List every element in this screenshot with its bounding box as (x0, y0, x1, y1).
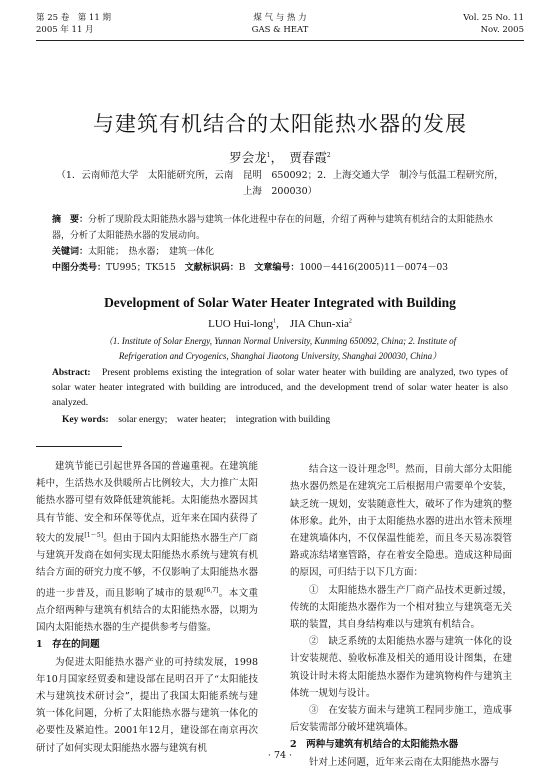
paper-title: 与建筑有机结合的太阳能热水器的发展 (93, 112, 467, 136)
affiliation-line-1: （1．云南师范大学 太阳能研究所，云南 昆明 650092；2．上海交通大学 制冷与低温工程研究所， (56, 170, 504, 181)
running-header (36, 10, 524, 40)
english-author-2: JIA Chun-xia (289, 318, 349, 330)
english-author-2-sup: 2 (348, 318, 352, 325)
english-aff-line-2: Refrigeration and Cryogenics, Shanghai Jiaotong University, Shanghai 200030, China） (118, 351, 442, 361)
english-abstract-label: Abstract: (52, 368, 91, 378)
abstract-cn (52, 212, 508, 276)
body-paragraph: 针对上述问题，近年来云南在太阳能热水器与 (309, 756, 500, 768)
body-paragraph: 为促进太阳能热水器产业的可持续发展，1998年10月国家经贸委和建设部在昆明召开了“太阳能技术与建筑技术研讨会”，提出了我国太阳能系统与建筑一体化问题，分析了太阳能热水器与建筑一体化的必要性及紧迫性。2001年12月，建设部在南京再次研讨了如何实现太阳能热水器与建筑有机 (36, 656, 258, 754)
affiliation (52, 168, 508, 200)
text-run: 。本文重点介绍两种与建筑有机结合的太阳能热水器，以期为国内太阳能热水器的生产提供参考与借鉴。 (36, 587, 258, 634)
english-title: Development of Solar Water Heater Integrated with Building (104, 295, 456, 310)
doc-text: B (238, 263, 246, 273)
keywords-cn (52, 244, 508, 260)
text-run: 结合这一设计理念 (309, 464, 387, 476)
author-1-sup: 1 (266, 151, 271, 159)
cls-text: TU995；TK515 (106, 263, 176, 273)
cls-label: 中图分类号： (52, 263, 107, 273)
authors (0, 148, 560, 166)
english-keywords (62, 411, 508, 425)
header-journal-cn: 煤 气 与 热 力 (253, 13, 307, 23)
body-paragraph (36, 458, 258, 636)
num-label: 文章编号： (254, 263, 300, 273)
english-abstract-body: Present problems existing the integration of solar water heater with building are analyzed, two types of solar water heater integrated with building are introduced, and the development trend of solar water heater is also analyzed. (52, 368, 508, 408)
header-volume-en: Vol. 25 No. 11 (463, 13, 524, 23)
header-date-en: Nov. 2005 (480, 25, 524, 35)
header-center (36, 12, 524, 36)
abstract-body: 分析了现阶段太阳能热水器与建筑一体化进程中存在的问题，介绍了两种与建筑有机结合的太阳能热水器，分析了太阳能热水器的发展动向。 (52, 215, 494, 241)
header-volume: 第 25 卷 第 11 期 (36, 13, 111, 23)
section-heading-2: 2 两种与建筑有机结合的太阳能热水器 (290, 739, 459, 751)
english-authors: LUO Hui-long$^1$, JIA Chun-xia$^2$ (208, 318, 352, 330)
body-column-left (36, 458, 258, 757)
header-date: 2005 年 11 月 (36, 25, 94, 35)
list-item: ③ 在安装方面未与建筑工程同步施工，造成事后安装需部分破坏建筑墙体。 (290, 705, 512, 734)
num-text: 1000－4416(2005)11－0074－03 (299, 263, 448, 273)
english-author-1-sup: 1 (273, 318, 277, 325)
citation: [8] (386, 463, 396, 470)
english-abstract (52, 366, 508, 411)
keywords-text: 太阳能； 热水器； 建筑一体化 (88, 247, 215, 257)
doc-label: 文献标识码： (184, 263, 239, 273)
author-2-sup: 2 (326, 151, 331, 159)
body-paragraph (290, 458, 512, 582)
author-2: 贾春霞 (289, 150, 327, 165)
header-right (463, 12, 524, 36)
classification (52, 260, 508, 276)
citation: [6,7] (204, 586, 219, 594)
text-run: 。但由于国内太阳能热水器生产厂商与建筑开发商在如何实现太阳能热水系统与建筑有机结合方面的研究力度不够，不仅影响了太阳能热水器的进一步普及，而且影响了城市的景观 (36, 532, 258, 599)
header-rule (36, 40, 524, 41)
citation: [1～5] (84, 531, 104, 539)
body-column-right (290, 458, 512, 771)
author-1: 罗会龙 (229, 150, 267, 165)
english-author-1: LUO Hui-long (208, 318, 274, 330)
english-keywords-text: solar energy; water heater; integration with building (118, 415, 331, 425)
header-journal-en: GAS & HEAT (251, 25, 309, 35)
footnote-divider (36, 446, 122, 447)
english-affiliation (60, 334, 500, 364)
keywords-label: 关键词： (52, 247, 89, 257)
author-sep: ， (270, 150, 290, 165)
section-heading-1: 1 存在的问题 (36, 639, 100, 651)
english-aff-line-1: （1. Institute of Solar Energy, Yunnan Normal University, Kunming 650092, China; 2. Institute of (103, 336, 457, 346)
list-item: ② 缺乏系统的太阳能热水器与建筑一体化的设计安装规范、验收标准及相关的通用设计图集，在建筑设计时未将太阳能热水器作为建筑物构件与建筑主体统一规划与设计。 (290, 636, 512, 699)
english-keywords-label: Key words: (62, 415, 109, 425)
abstract-label: 摘 要： (52, 215, 89, 225)
text-run: 建筑节能已引起世界各国的普遍重视。在建筑能耗中，生活热水及供暖所占比例较大，大力推广太阳能热水器可望有效降低建筑能耗。太阳能热水器因其具有节能、安全和环保等优点，近年来在国内获得了较大的发展 (36, 461, 258, 544)
affiliation-line-2: 上海 200030） (242, 186, 318, 197)
abstract-cn-text (52, 212, 508, 244)
page-number: · 74 · (267, 750, 293, 761)
text-run: 。然而，目前大部分太阳能热水器仍然是在建筑完工后根据用户需要单个安装，缺乏统一规划，安装随意性大，破坏了作为建筑的整体形象。此外，由于太阳能热水器的进出水管未预埋在建筑墙体内，不仅保温性能差，而且冬天易冻裂管路或冻结堵塞管路，存在着安全隐患。造成这种局面的原因，可归结于以下几方面： (290, 464, 512, 579)
list-item: ① 太阳能热水器生产厂商产品技术更新过缓，传统的太阳能热水器作为一个相对独立与建筑毫无关联的装置，其自身结构难以与建筑有机结合。 (290, 584, 512, 630)
